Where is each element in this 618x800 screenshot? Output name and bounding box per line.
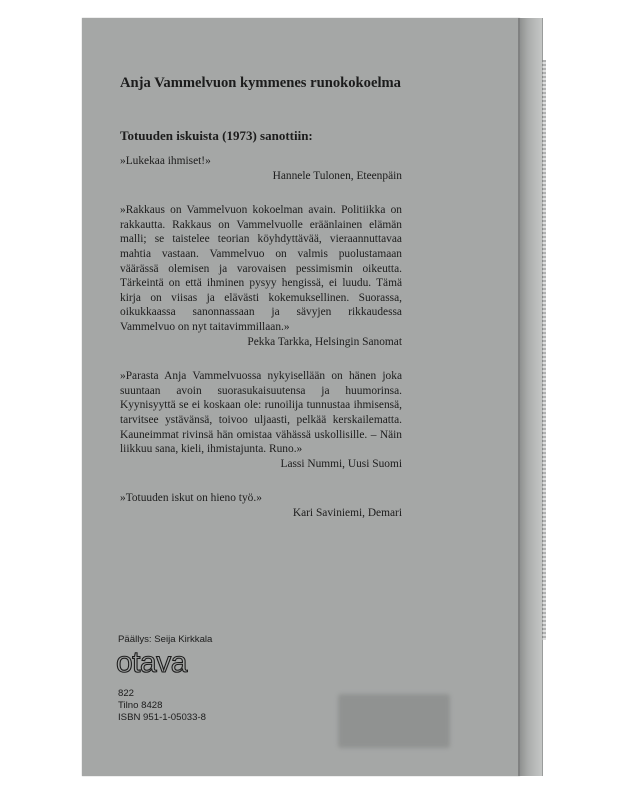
page-edges <box>542 60 546 640</box>
book-title: Anja Vammelvuon kymmenes runokokoelma <box>120 75 401 91</box>
quote-text: »Totuuden iskut on hieno työ.» <box>120 492 262 505</box>
review-quote <box>120 491 402 520</box>
publication-info <box>118 688 206 723</box>
isbn: ISBN 951-1-05033-8 <box>118 711 206 723</box>
publisher-logo: otava <box>116 646 187 679</box>
series-code: 822 <box>118 688 135 699</box>
blurb <box>120 74 402 540</box>
order-number: Tilno 8428 <box>118 699 163 711</box>
quote-text: »Parasta Anja Vammelvuossa nykyisellään on hänen joka suuntaan avoin suorasukaisuutensa ja huumorinsa. Kyynisyyttä se ei koskaan ole: runoilija tunnustaa ihmisensä, tarvitsee ystävänsä, toivoo uljaasti, pelkää kerskailematta. Kauneimmat rivinsä hän omistaa vähässä uskollisille. – Näin liikkuu sana, kieli, ihmistajunta. Runo.» <box>120 370 402 456</box>
previous-work-heading: Totuuden iskuista (1973) sanottiin: <box>120 128 313 143</box>
sticker-residue <box>338 694 450 748</box>
quote-text: »Rakkaus on Vammelvuon kokoelman avain. Politiikka on rakkautta. Rakkaus on Vammelvuolle eräänlainen elämän malli; se taistelee teorian köyhdyttävää, vieraannuttavaa mahtia vastaan. Vammelvuo on valmis puolustamaan väärässä olemisen ja varovaisen pessimismin oikeutta. Tärkeintä on että ihminen pysyy hengissä, ei luudu. Tämä kirja on viisas ja elävästi kokemuksellinen. Suorassa, oikukkaassa sanonnassaan ja sävyjen rikkaudessa Vammelvuo on nyt taitavimmillaan.» <box>120 204 402 333</box>
cover-design-credit: Päällys: Seija Kirkkala <box>118 634 213 645</box>
quote-source: Kari Saviniemi, Demari <box>292 506 402 519</box>
review-quote <box>120 154 402 183</box>
quote-text: »Lukekaa ihmiset!» <box>120 155 211 167</box>
quote-source: Pekka Tarkka, Helsingin Sanomat <box>247 335 402 348</box>
quote-source: Hannele Tulonen, Eteenpäin <box>272 169 402 182</box>
book-spine <box>520 18 543 776</box>
review-quote <box>120 369 402 471</box>
quote-source: Lassi Nummi, Uusi Suomi <box>280 457 402 470</box>
review-quote <box>120 203 402 349</box>
